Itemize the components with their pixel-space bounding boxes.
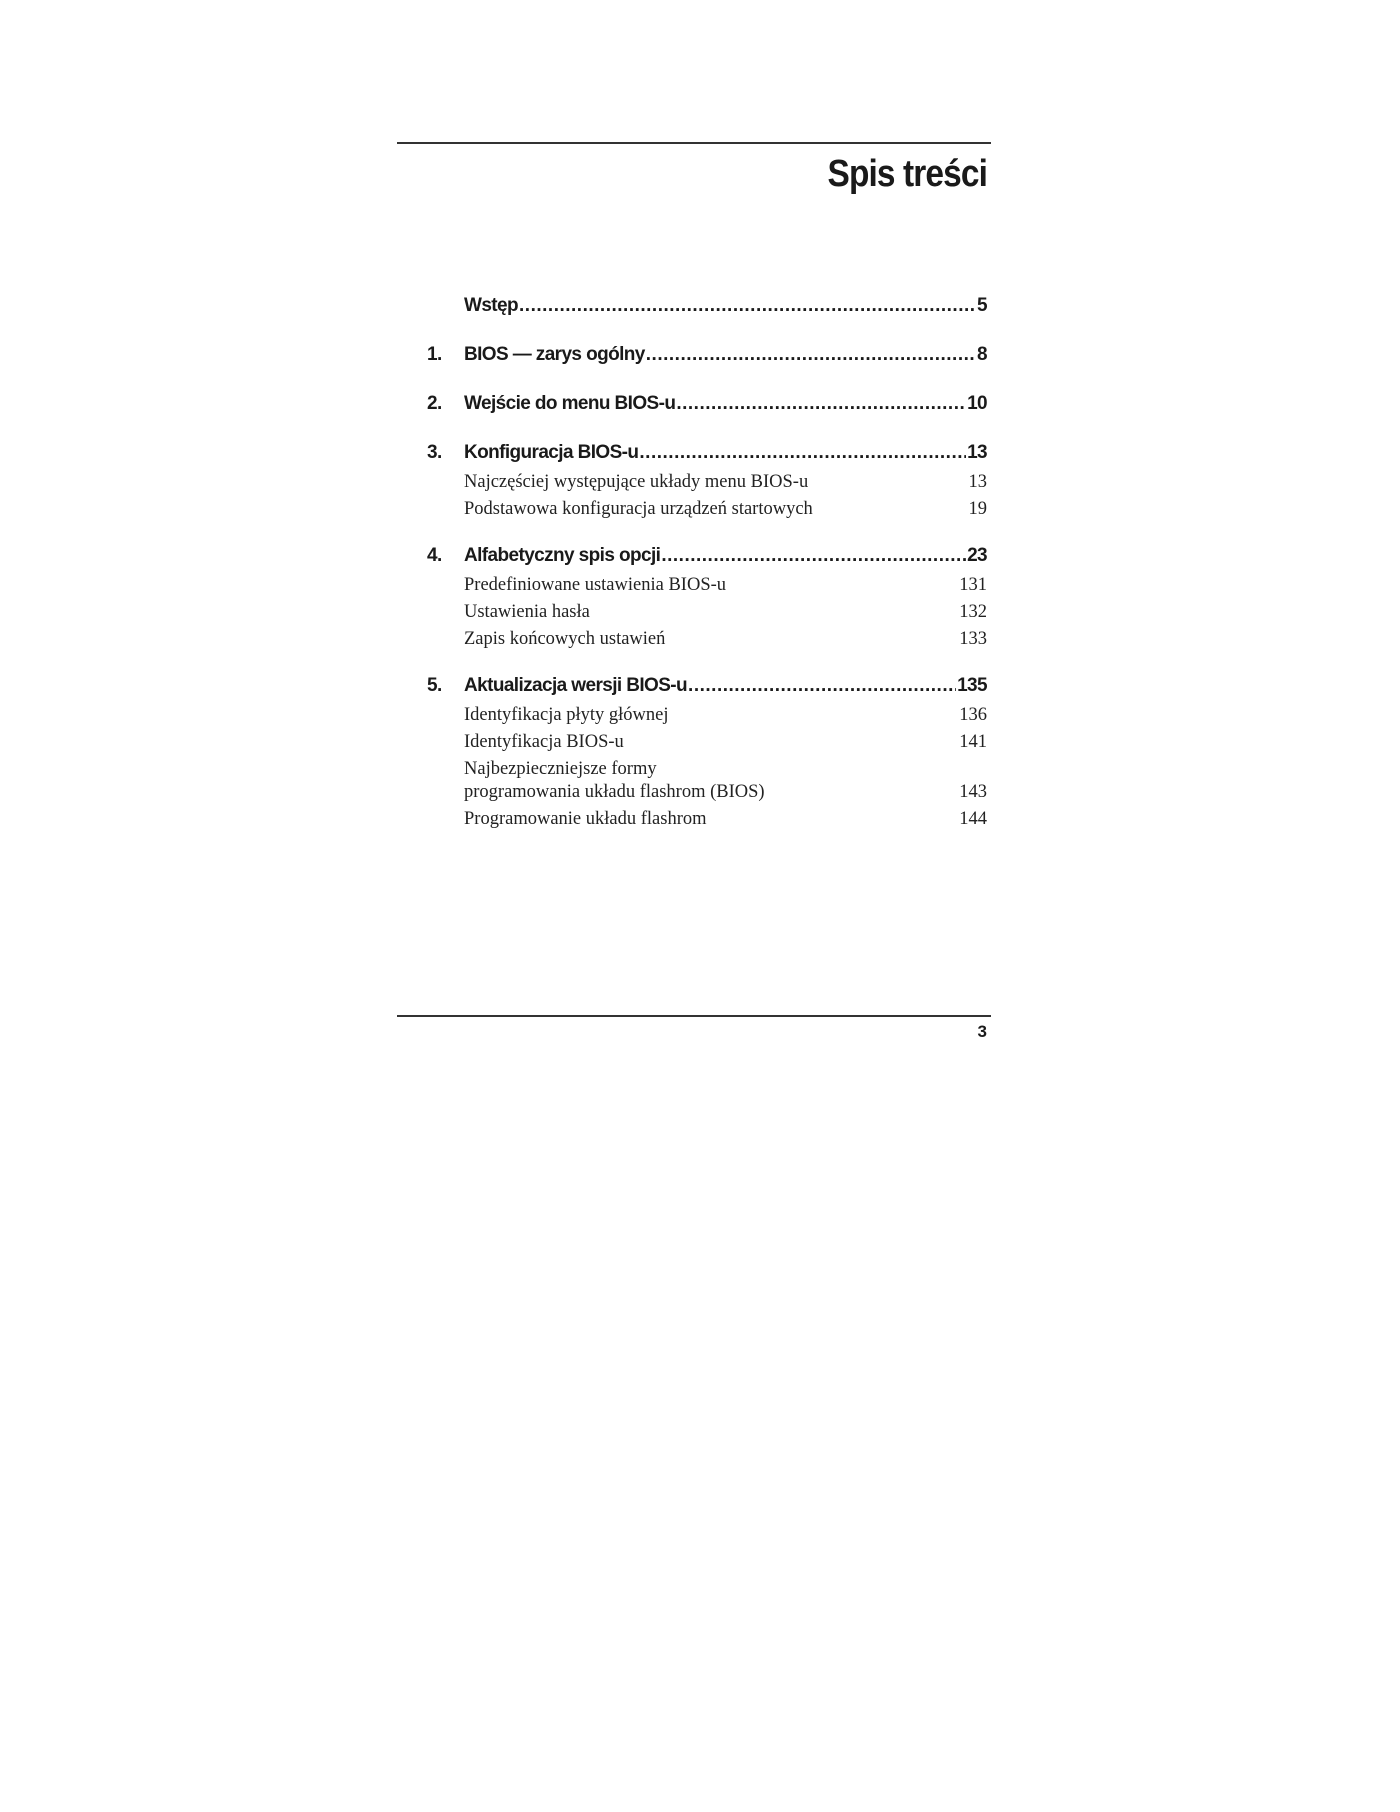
chapter-title: BIOS — zarys ogólny <box>464 344 645 365</box>
toc-chapter <box>397 292 987 320</box>
section-page: 133 <box>959 629 987 649</box>
section-title: Zapis końcowych ustawień <box>464 629 666 649</box>
chapter-title: Aktualizacja wersji BIOS-u <box>464 675 688 696</box>
section-title: Podstawowa konfiguracja urządzeń startowych <box>464 499 813 519</box>
dot-leader <box>519 292 976 320</box>
dot-leader <box>646 341 976 369</box>
section-title: Identyfikacja BIOS-u <box>464 732 624 752</box>
chapter-page: 10 <box>967 393 987 414</box>
dot-leader <box>639 439 966 467</box>
dot-leader <box>661 542 966 570</box>
page-footer <box>397 1015 991 1042</box>
bottom-rule <box>397 1015 991 1017</box>
toc-subentry[interactable] <box>397 471 987 494</box>
toc-chapter <box>397 672 987 831</box>
chapter-title: Wstęp <box>464 295 519 316</box>
dot-leader <box>688 672 956 700</box>
chapter-page: 23 <box>967 545 987 566</box>
section-page: 136 <box>959 705 987 725</box>
toc-subentry[interactable] <box>397 498 987 521</box>
toc-entry[interactable] <box>397 439 987 467</box>
toc-entry[interactable] <box>397 542 987 570</box>
section-page: 132 <box>959 602 987 622</box>
toc-subentry[interactable] <box>397 704 987 727</box>
page-number: 3 <box>977 1022 987 1041</box>
chapter-title: Alfabetyczny spis opcji <box>464 545 661 566</box>
chapter-number: 2. <box>427 393 442 414</box>
page-header <box>397 142 991 829</box>
section-title: Ustawienia hasła <box>464 602 590 622</box>
chapter-number: 1. <box>427 344 442 365</box>
toc-subentry[interactable] <box>397 731 987 754</box>
chapter-number: 5. <box>427 675 442 696</box>
section-page: 131 <box>959 575 987 595</box>
toc-subentry[interactable] <box>397 758 987 804</box>
chapter-number: 4. <box>427 545 442 566</box>
section-title: Programowanie układu flashrom <box>464 809 707 829</box>
toc-entry[interactable] <box>397 341 987 369</box>
chapter-title: Wejście do menu BIOS-u <box>464 393 676 414</box>
chapter-page: 5 <box>977 295 987 316</box>
section-page: 19 <box>968 499 987 519</box>
section-page: 144 <box>959 809 987 829</box>
section-title: Najczęściej występujące układy menu BIOS-u <box>464 472 809 492</box>
toc-entry[interactable] <box>397 672 987 700</box>
section-page: 13 <box>968 472 987 492</box>
page-title: Spis treści <box>827 153 987 195</box>
toc-chapter <box>397 390 987 418</box>
section-title: Predefiniowane ustawienia BIOS-u <box>464 575 727 595</box>
dot-leader <box>676 390 966 418</box>
toc-chapter <box>397 439 987 521</box>
toc-entry[interactable] <box>397 390 987 418</box>
chapter-page: 13 <box>967 442 987 463</box>
table-of-contents <box>397 292 987 852</box>
section-title: Najbezpieczniejsze formy programowania układu flashrom (BIOS) <box>464 759 765 802</box>
chapter-page: 8 <box>977 344 987 365</box>
toc-subentry[interactable] <box>397 808 987 831</box>
toc-entry[interactable] <box>397 292 987 320</box>
chapter-page: 135 <box>957 675 987 696</box>
chapter-number: 3. <box>427 442 442 463</box>
section-title: Identyfikacja płyty głównej <box>464 705 669 725</box>
toc-subentry[interactable] <box>397 574 987 597</box>
toc-chapter <box>397 542 987 651</box>
section-page: 141 <box>959 732 987 752</box>
toc-chapter <box>397 341 987 369</box>
section-page: 143 <box>959 782 987 802</box>
chapter-title: Konfiguracja BIOS-u <box>464 442 639 463</box>
toc-subentry[interactable] <box>397 628 987 651</box>
toc-subentry[interactable] <box>397 601 987 624</box>
top-rule <box>397 142 991 144</box>
